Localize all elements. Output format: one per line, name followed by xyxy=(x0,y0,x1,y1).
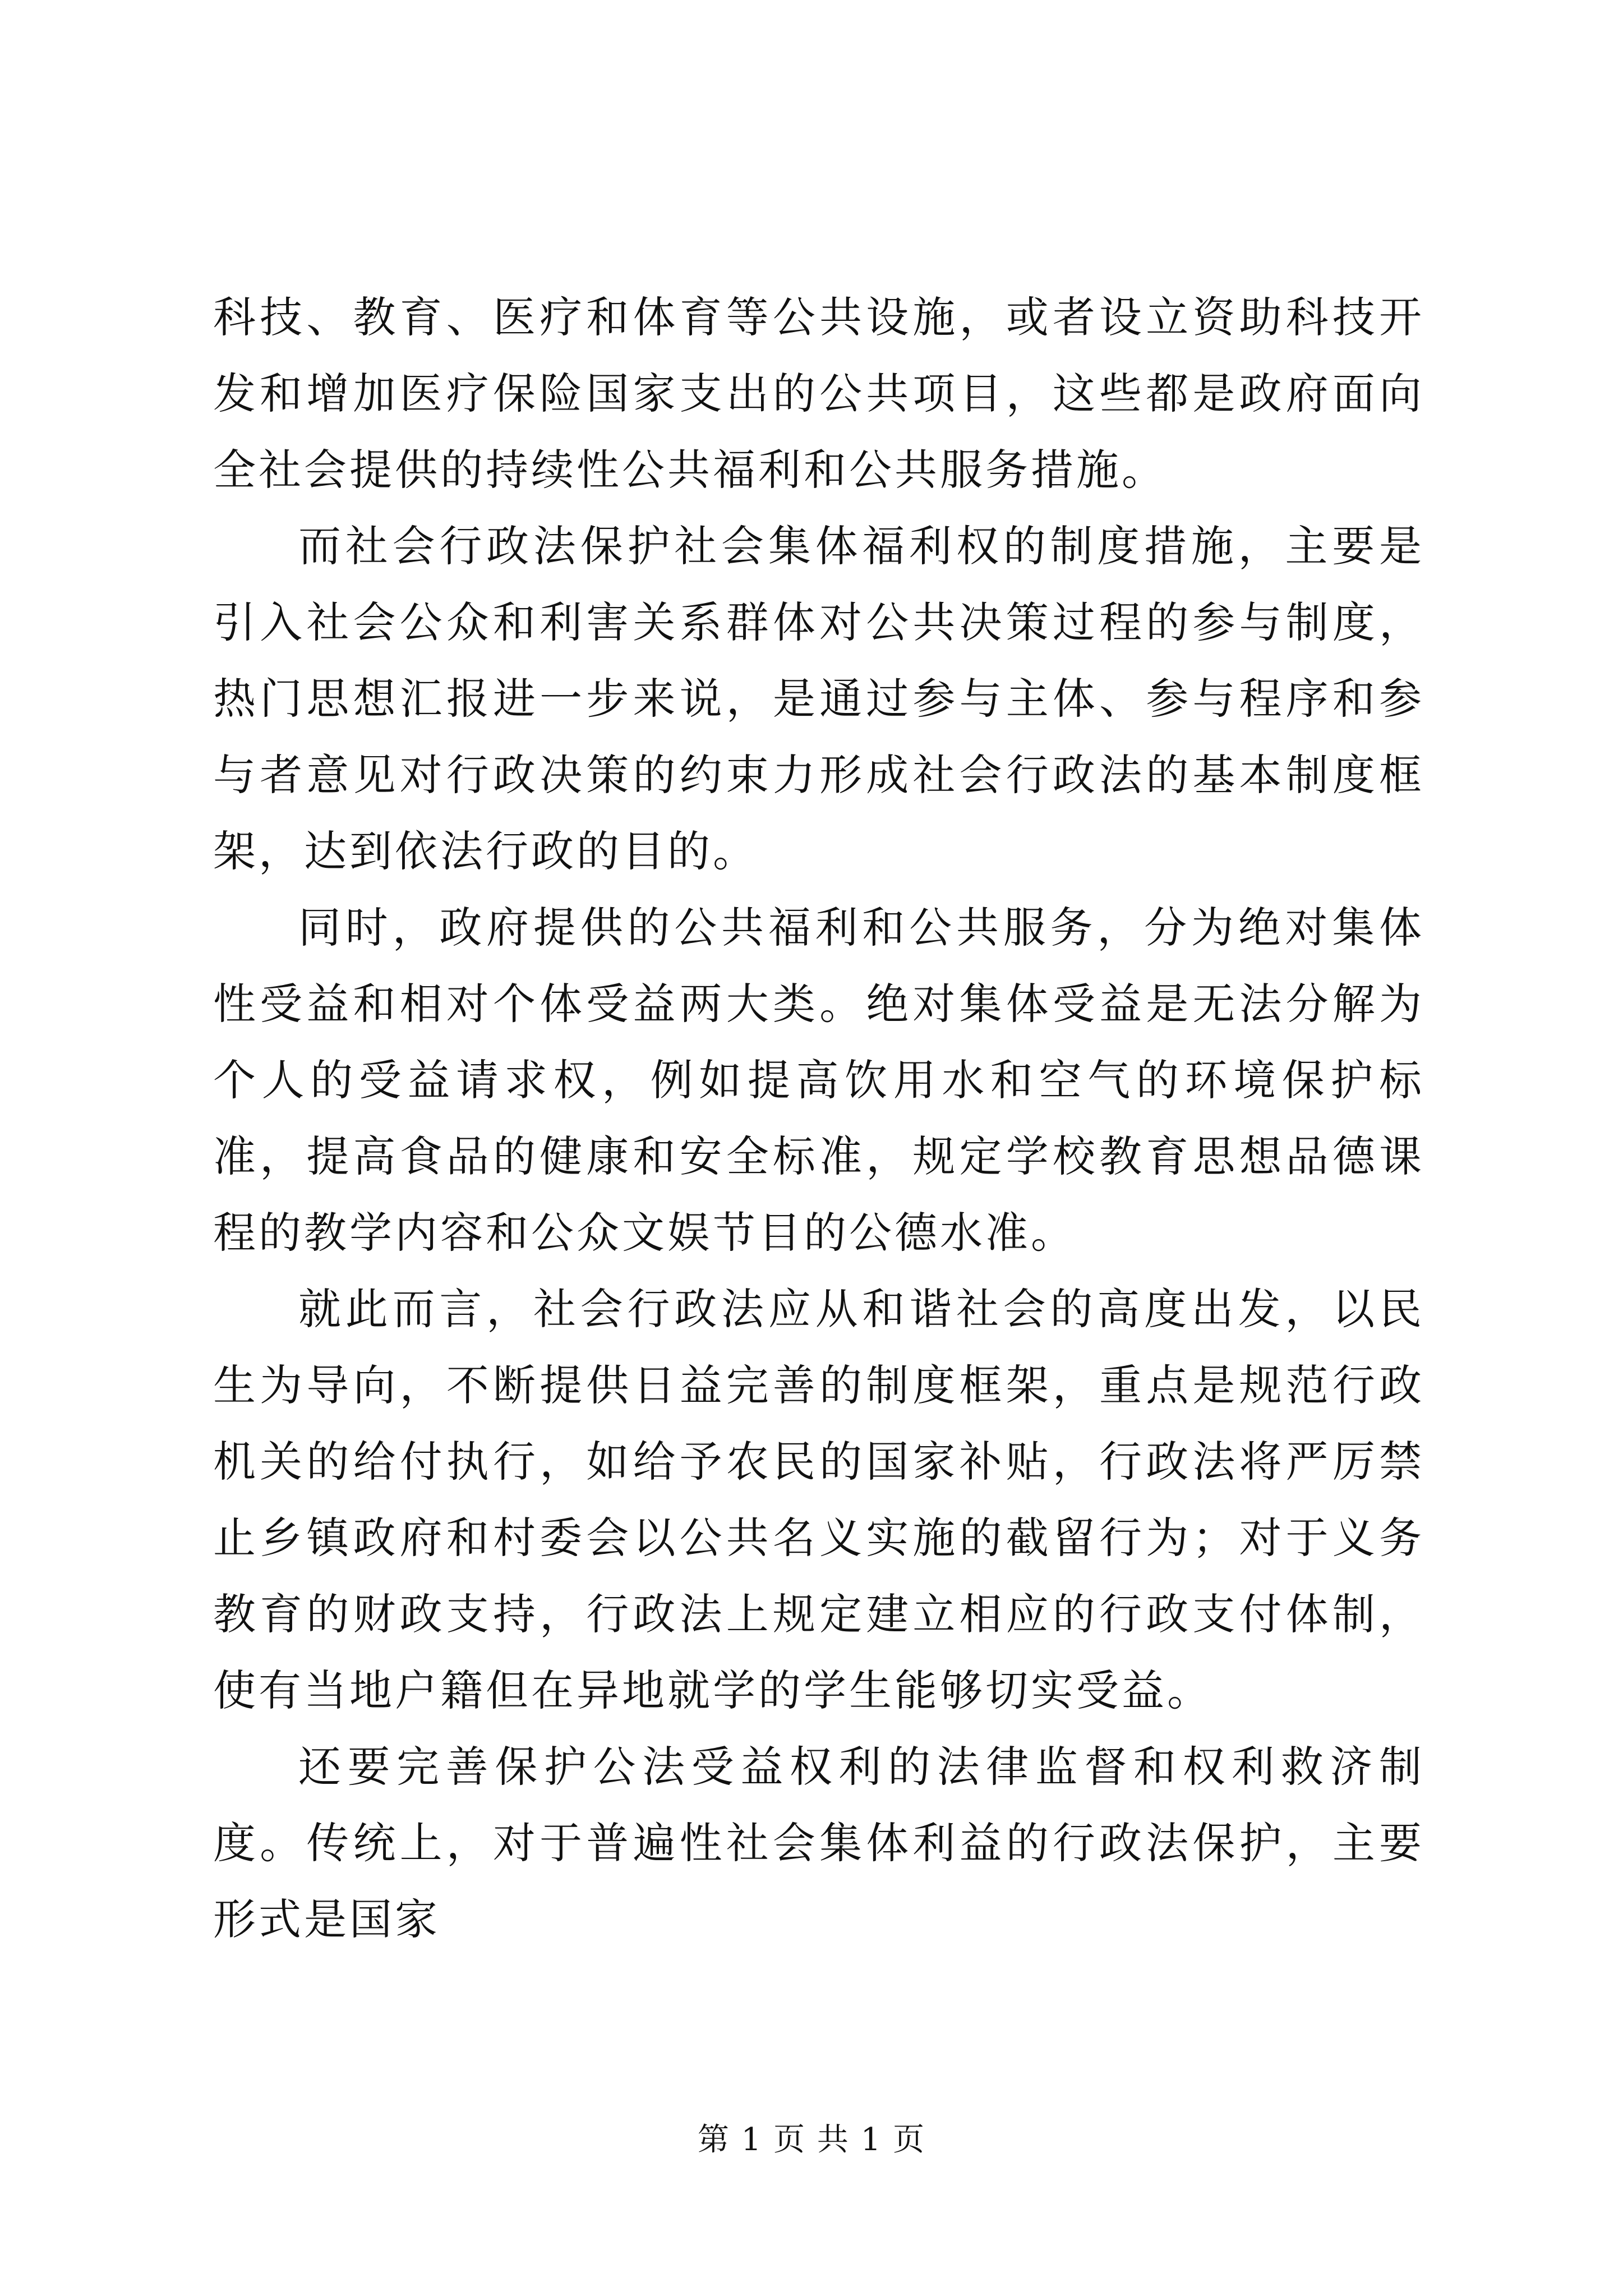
paragraph: 就此而言，社会行政法应从和谐社会的高度出发，以民生为导向，不断提供日益完善的制度框架，重点是规范行政机关的给付执行，如给予农民的国家补贴，行政法将严厉禁止乡镇政府和村委会以公共名义实施的截留行为；对于义务教育的财政支持，行政法上规定建立相应的行政支付体制，使有当地户籍但在异地就学的学生能够切实受益。 xyxy=(213,1284,1424,1715)
page-number-label: 第 1 页 共 1 页 xyxy=(697,2122,926,2158)
document-body xyxy=(213,279,1424,1958)
paragraph-continued: 科技、教育、医疗和体育等公共设施，或者设立资助科技开发和增加医疗保险国家支出的公共项目，这些都是政府面向全社会提供的持续性公共福利和公共服务措施。 xyxy=(213,292,1424,495)
page-footer xyxy=(0,2118,1623,2162)
paragraph: 还要完善保护公法受益权利的法律监督和权利救济制度。传统上，对于普遍性社会集体利益的行政法保护，主要形式是国家 xyxy=(213,1742,1424,1944)
paragraph: 而社会行政法保护社会集体福利权的制度措施，主要是引入社会公众和利害关系群体对公共决策过程的参与制度，热门思想汇报进一步来说，是通过参与主体、参与程序和参与者意见对行政决策的约束力形成社会行政法的基本制度框架，达到依法行政的目的。 xyxy=(213,521,1424,876)
paragraph: 同时，政府提供的公共福利和公共服务，分为绝对集体性受益和相对个体受益两大类。绝对集体受益是无法分解为个人的受益请求权，例如提高饮用水和空气的环境保护标准，提高食品的健康和安全标准，规定学校教育思想品德课程的教学内容和公众文娱节目的公德水准。 xyxy=(213,903,1424,1258)
